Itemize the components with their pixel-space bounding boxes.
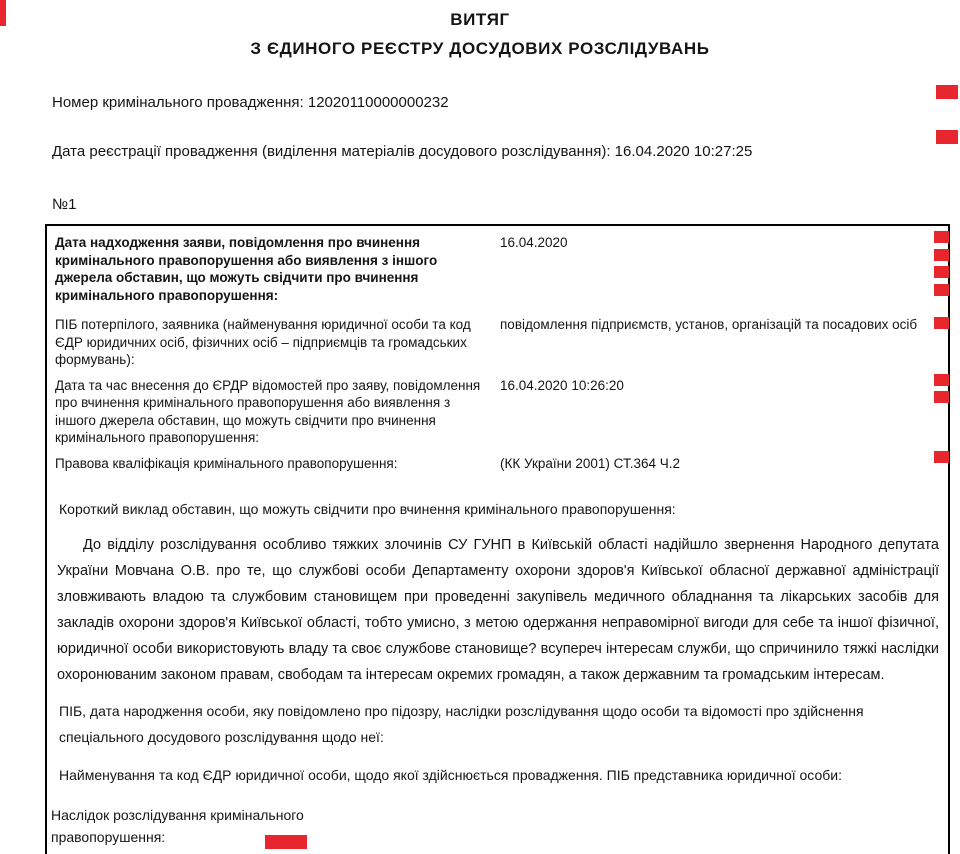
table-row [55,234,938,304]
summary-text: До відділу розслідування особливо тяжких злочинів СУ ГУНП в Київській області надійшло звернення Народного депутата України Мовчана О.В. про те, що службові особи Департаменту охорони здоров'я Київської обласної державної адміністрації зловживають владою та службовим становищем при проведенні закупівель медичного обладнання та лікарських засобів для закладів охорони здоров'я Київської області, тобто умисно, з метою одержання неправомірної вигоди для себе та іншої фізичної, юридичної особи використовують владу та своє службове становище? всупереч інтересам служби, що спричинило тяжкі наслідки охоронюваним законом правам, свободам та інтересам окремих громадян, а також державним та громадським інтересам. [57,537,939,683]
table-row [55,377,938,447]
row-value: (КК України 2001) СТ.364 Ч.2 [500,455,680,471]
redaction-mark [934,451,949,463]
registration-date-line: Дата реєстрації провадження (виділення матеріалів досудового розслідування): 16.04.2020 10:27:25 [52,143,753,160]
suspect-section-label: ПІБ, дата народження особи, яку повідомлено про підозру, наслідки розслідування щодо особи та відомості про здійснення спеціального досудового розслідування щодо неї: [59,703,864,745]
row-label: Дата надходження заяви, повідомлення про вчинення кримінального правопорушення або виявлення з іншого джерела обставин, що можуть свідчити про вчинення кримінального правопорушення: [55,235,438,303]
table-row [55,316,938,369]
record-number: №1 [52,196,77,213]
row-label: Правова кваліфікація кримінального правопорушення: [55,455,398,471]
case-number-value: 12020110000000232 [307,94,449,111]
result-section-label: Наслідок розслідування кримінального правопорушення: [51,807,304,845]
redaction-mark [934,231,949,243]
redaction-mark [934,249,949,261]
case-details-table [45,224,950,854]
row-label: Дата та час внесення до ЄРДР відомостей про заяву, повідомлення про вчинення кримінального правопорушення або виявлення з іншого джерела обставин, що можуть свідчити про вчинення кримінального правопорушення: [55,377,481,445]
redaction-mark [936,85,958,99]
row-value: повідомлення підприємств, установ, організацій та посадових осіб [500,317,918,332]
row-value: 16.04.2020 10:26:20 [500,377,624,393]
redaction-mark [934,266,949,278]
document-subtitle: З ЄДИНОГО РЕЄСТРУ ДОСУДОВИХ РОЗСЛІДУВАНЬ [250,39,710,58]
redaction-mark [265,835,307,849]
row-value: 16.04.2020 [500,235,568,250]
row-label: ПІБ потерпілого, заявника (найменування юридичної особи та код ЄДР юридичних осіб, фізичних осіб – підприємців та громадських формувань): [55,317,471,367]
redaction-mark [934,284,949,296]
case-number-label: Номер кримінального провадження: [52,94,304,111]
document-title: ВИТЯГ [450,10,510,29]
redaction-mark [934,317,949,329]
redaction-mark [936,130,958,144]
table-row [55,455,938,473]
redaction-mark [934,391,949,403]
redaction-mark [0,0,6,26]
legal-entity-section-label: Найменування та код ЄДР юридичної особи, щодо якої здійснюється провадження. ПІБ представника юридичної особи: [59,767,842,783]
case-number-line [52,92,960,114]
redaction-mark [934,374,949,386]
summary-section-label: Короткий виклад обставин, що можуть свідчити про вчинення кримінального правопорушення: [59,501,676,517]
